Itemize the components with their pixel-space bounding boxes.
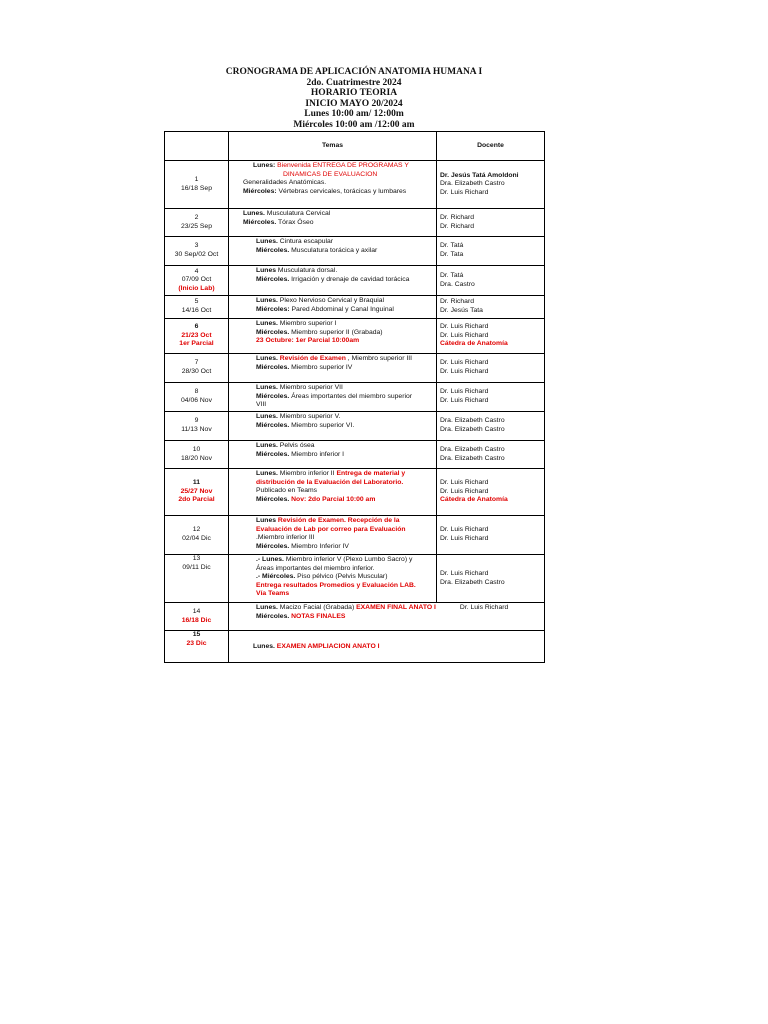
week-cell — [165, 555, 229, 603]
week-dates: 07/09 Oct — [181, 276, 212, 284]
docente-cell — [437, 237, 545, 266]
table-row — [165, 319, 545, 354]
topics-cell — [229, 603, 545, 631]
week-cell — [165, 266, 229, 296]
day-label: Miércoles. — [256, 363, 290, 371]
topic-highlight: Vía Teams — [256, 590, 290, 598]
table-row — [165, 296, 545, 319]
docente-cell — [437, 161, 545, 209]
topic-text: Musculatura torácica y axilar — [289, 246, 378, 254]
topic-text: Miembro superior VII — [277, 384, 343, 391]
wednesday-hours-line: Miércoles 10:00 am /12:00 am — [293, 119, 415, 130]
day-label: Lunes. — [253, 642, 275, 650]
week-number: 2 — [194, 213, 199, 221]
docente-cell — [437, 209, 545, 237]
day-label: Miércoles. — [256, 450, 290, 458]
docente-name: Dr. Luis Richard — [440, 368, 489, 375]
document-header — [164, 67, 544, 131]
week-cell — [165, 354, 229, 383]
week-dates: 16/18 Sep — [181, 184, 212, 192]
table-row — [165, 555, 545, 603]
topic-text: Musculatura dorsal. — [276, 267, 338, 274]
docente-name: Dra. Castro — [440, 280, 475, 288]
exam-notice: Nov: 2do Parcial 10:00 am — [289, 495, 376, 503]
day-label: Lunes. — [256, 470, 278, 477]
topic-text: Cintura escapular — [277, 238, 334, 245]
table-row — [165, 631, 545, 663]
docente-name: Cátedra de Anatomía — [440, 340, 508, 348]
docente-cell — [437, 516, 545, 555]
week-dates: 04/06 Nov — [181, 397, 212, 404]
week-dates: 11/13 Nov — [181, 426, 212, 433]
topic-text: .Miembro inferior III — [256, 534, 315, 542]
week-note: 1er Parcial — [179, 340, 214, 348]
topic-highlight: distribución de la Evaluación del Laboratorio. — [256, 478, 404, 486]
docente-name: Dr. Luis Richard — [440, 359, 489, 367]
topic-text: Macizo Facial (Grabada) — [277, 604, 357, 611]
exam-notice: NOTAS FINALES — [289, 612, 346, 620]
topic-text: Miembro superior I — [277, 320, 337, 327]
week-number: 1 — [194, 175, 199, 183]
table-header-row — [165, 132, 545, 161]
day-label: Miércoles. — [256, 392, 290, 400]
exam-notice: EXAMEN AMPLIACION ANATO I — [274, 642, 380, 650]
header-week-cell — [165, 132, 229, 161]
topics-cell — [229, 441, 437, 469]
docente-name: Dr. Tatá — [440, 242, 464, 250]
week-number: 4 — [194, 267, 199, 275]
topics-cell — [229, 319, 437, 354]
topic-highlight: Revisión de Examen — [277, 355, 346, 362]
docente-name: Dra. Elizabeth Castro — [440, 454, 505, 462]
topics-cell — [229, 516, 437, 555]
day-label: Lunes. — [256, 384, 278, 391]
docente-name: Dr. Tatá — [440, 271, 464, 279]
topic-text: VIII — [256, 401, 267, 409]
table-row — [165, 209, 545, 237]
week-cell — [165, 412, 229, 441]
day-label: Lunes: — [253, 162, 276, 169]
docente-name: Dr. Jesús Tatá Amoldoni — [440, 171, 519, 179]
docente-name: Cátedra de Anatomía — [440, 496, 508, 504]
topic-text: Miembro superior V. — [277, 413, 341, 420]
docente-name: Dr. Luis Richard — [440, 188, 489, 196]
day-label: Lunes. — [256, 413, 278, 420]
topic-text: Irrigación y drenaje de cavidad torácica — [289, 275, 410, 283]
exam-notice: EXAMEN FINAL ANATO I — [356, 604, 436, 611]
day-label: Miércoles. — [256, 246, 290, 254]
topic-text: Miembro superior VI. — [289, 421, 355, 429]
topics-cell — [229, 296, 437, 319]
week-number: 9 — [194, 417, 199, 425]
week-cell — [165, 441, 229, 469]
week-cell — [165, 631, 229, 663]
docente-name: Dr. Luis Richard — [440, 526, 489, 534]
docente-name: Dr. Luis Richard — [440, 388, 489, 396]
day-label: .- Miércoles. — [256, 573, 296, 581]
day-label: Miércoles. — [256, 275, 290, 283]
topic-highlight: Entrega resultados Promedios y Evaluación LAB. — [256, 581, 416, 589]
exam-notice: 23 Octubre: 1er Parcial 10:00am — [256, 337, 360, 345]
week-dates: 09/11 Dic — [182, 563, 211, 571]
week-note: (Inicio Lab) — [178, 284, 215, 292]
docente-cell — [437, 555, 545, 603]
week-dates: 21/23 Oct — [181, 331, 212, 339]
table-row — [165, 383, 545, 412]
day-label: .- Lunes. — [256, 556, 284, 563]
week-dates: 18/20 Nov — [181, 454, 212, 462]
topics-cell — [229, 383, 437, 412]
topics-cell — [229, 631, 545, 663]
day-label: Lunes. — [256, 442, 278, 449]
term-line: 2do. Cuatrimestre 2024 — [306, 77, 402, 88]
topics-cell — [229, 237, 437, 266]
schedule-table — [164, 131, 545, 663]
start-date-line: INICIO MAYO 20/2024 — [305, 98, 403, 109]
header-docente: Docente — [437, 132, 545, 161]
topics-cell — [229, 209, 437, 237]
week-number: 3 — [194, 242, 199, 250]
topic-text: Plexo Nervioso Cervical y Braquial — [277, 297, 385, 304]
table-row — [165, 469, 545, 516]
docente-cell — [437, 266, 545, 296]
docente-name: Dr. Luis Richard — [440, 331, 489, 339]
topic-highlight: Revisión de Examen. Recepción de la — [276, 517, 400, 524]
topic-text: Tórax Óseo — [276, 218, 314, 226]
day-label: Lunes — [256, 517, 277, 524]
docente-cell — [437, 296, 545, 319]
docente-name: Dr. Luis Richard — [440, 323, 489, 331]
document-title: CRONOGRAMA DE APLICACIÓN ANATOMIA HUMANA I — [225, 67, 483, 77]
topic-highlight: Entrega de material y — [336, 470, 406, 477]
topic-text: Miembro superior II (Grabada) — [289, 328, 383, 336]
topic-text: Pared Abdominal y Canal Inguinal — [289, 305, 394, 313]
docente-name: Dr. Richard — [440, 222, 474, 230]
topic-text: , Miembro superior III — [345, 355, 413, 362]
docente-name: Dr. Luis Richard — [440, 397, 489, 404]
day-label: Miércoles. — [243, 218, 277, 226]
topics-cell — [229, 266, 437, 296]
week-dates: 14/16 Oct — [181, 307, 212, 314]
week-number: 7 — [194, 359, 199, 367]
docente-name: Dr. Richard — [440, 213, 474, 221]
topic-highlight: Bienvenida ENTREGA DE PROGRAMAS Y — [277, 162, 409, 169]
week-cell — [165, 516, 229, 555]
week-number: 5 — [194, 298, 199, 306]
topic-text: Miembro Inferior IV — [289, 542, 349, 550]
week-cell — [165, 603, 229, 631]
topic-text: Miembro superior IV — [289, 363, 353, 371]
week-dates: 02/04 Dic — [182, 535, 211, 542]
docente-name: Dra. Elizabeth Castro — [440, 180, 505, 188]
week-dates: 23/25 Sep — [181, 222, 212, 230]
docente-name: Dra. Elizabeth Castro — [440, 445, 505, 453]
docente-cell — [437, 319, 545, 354]
day-label: Lunes. — [256, 320, 278, 327]
table-row — [165, 354, 545, 383]
week-number: 11 — [192, 479, 201, 487]
docente-name: Dra. Elizabeth Castro — [440, 578, 505, 586]
docente-name: Dr. Jesús Tata — [440, 307, 483, 314]
day-label: Miércoles: — [256, 305, 290, 313]
day-label: Miércoles. — [256, 612, 290, 620]
topic-text: Piso pélvico (Pelvis Muscular) — [295, 573, 388, 581]
topic-highlight: Evaluación de Lab por correo para Evaluación — [256, 525, 406, 533]
topics-cell — [229, 412, 437, 441]
docente-name: Dr. Luis Richard — [440, 569, 489, 577]
docente-cell — [437, 441, 545, 469]
docente-name: Dra. Elizabeth Castro — [440, 417, 505, 425]
week-number: 8 — [194, 388, 199, 396]
topic-text: Áreas importantes del miembro inferior. — [256, 564, 375, 572]
week-cell — [165, 319, 229, 354]
day-label: Miércoles. — [256, 542, 290, 550]
docente-name: Dr. Luis Richard — [440, 487, 489, 495]
topic-text: Miembro inferior I — [289, 450, 345, 458]
day-label: Lunes. — [243, 210, 265, 217]
topic-text: Pelvis ósea — [277, 442, 315, 449]
week-dates: 30 Sep/02 Oct — [174, 251, 219, 258]
docente-name: Dr. Luis Richard — [440, 535, 489, 542]
table-row — [165, 441, 545, 469]
monday-hours-line: Lunes 10:00 am/ 12:00m — [304, 109, 404, 120]
week-cell — [165, 237, 229, 266]
week-number: 6 — [194, 323, 199, 331]
table-row — [165, 266, 545, 296]
day-label: Miércoles: — [243, 187, 277, 195]
week-cell — [165, 469, 229, 516]
week-cell — [165, 383, 229, 412]
day-label: Lunes — [256, 267, 277, 274]
topic-highlight: DINAMICAS DE EVALUACION — [283, 170, 378, 178]
schedule-type-line: HORARIO TEORIA — [310, 88, 398, 99]
week-dates: 16/18 Dic — [181, 616, 212, 624]
day-label: Miércoles. — [256, 495, 290, 503]
week-number: 13 — [192, 555, 201, 562]
topics-cell — [229, 354, 437, 383]
week-cell — [165, 296, 229, 319]
docente-cell — [437, 354, 545, 383]
day-label: Lunes. — [256, 297, 278, 304]
topics-cell — [229, 555, 437, 603]
table-row — [165, 161, 545, 209]
header-temas: Temas — [229, 132, 437, 161]
docente-name: Dr. Richard — [440, 298, 474, 306]
week-cell — [165, 209, 229, 237]
day-label: Lunes. — [256, 238, 278, 245]
topic-text: Miembro inferior V (Plexo Lumbo Sacro) y — [283, 556, 413, 563]
table-row — [165, 237, 545, 266]
topics-cell — [229, 161, 437, 209]
topic-text: Publicado en Teams — [256, 487, 318, 495]
week-dates: 23 Dic — [186, 639, 207, 647]
docente-name: Dr. Luis Richard — [459, 604, 509, 611]
docente-cell — [437, 469, 545, 516]
week-number: 15 — [192, 631, 201, 638]
week-dates: 28/30 Oct — [181, 368, 212, 375]
week-dates: 25/27 Nov — [180, 487, 213, 495]
table-row — [165, 516, 545, 555]
docente-cell — [437, 412, 545, 441]
docente-name: Dra. Elizabeth Castro — [440, 426, 505, 433]
day-label: Lunes. — [256, 604, 278, 611]
table-row — [165, 603, 545, 631]
topic-text: Musculatura Cervical — [264, 210, 331, 217]
topic-text: Generalidades Anatómicas. — [243, 179, 327, 187]
docente-cell — [437, 383, 545, 412]
day-label: Miércoles. — [256, 421, 290, 429]
docente-name: Dr. Tata — [440, 251, 464, 258]
topics-cell — [229, 469, 437, 516]
topic-text: Miembro inferior II — [277, 470, 337, 477]
docente-name: Dr. Luis Richard — [440, 479, 489, 487]
table-row — [165, 412, 545, 441]
topic-text: Vértebras cervicales, torácicas y lumbares — [276, 187, 407, 195]
week-number: 12 — [192, 526, 201, 534]
week-cell — [165, 161, 229, 209]
week-number: 10 — [192, 445, 201, 453]
week-note: 2do Parcial — [178, 496, 215, 504]
day-label: Miércoles. — [256, 328, 290, 336]
day-label: Lunes. — [256, 355, 278, 362]
week-number: 14 — [192, 607, 201, 615]
topic-text: Áreas importantes del miembro superior — [289, 392, 413, 400]
